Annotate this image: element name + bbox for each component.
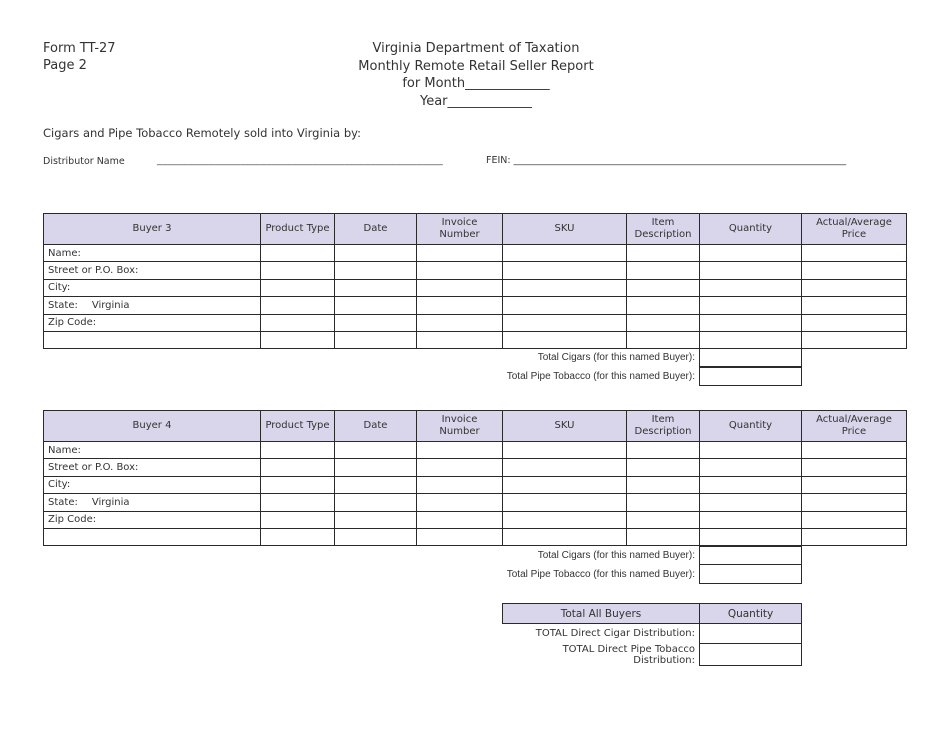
buyer-street-cell[interactable]: Street or P.O. Box: (44, 262, 261, 279)
col-quantity: Quantity (700, 214, 802, 245)
table-row (44, 331, 907, 348)
total-pipe-label: Total Pipe Tobacco (for this named Buyer): (506, 568, 695, 580)
cell[interactable] (627, 476, 700, 493)
header-row (44, 214, 907, 245)
page-number: Page 2 (43, 58, 87, 73)
cell[interactable] (627, 245, 700, 262)
cell[interactable] (503, 262, 627, 279)
fein-label: FEIN: (486, 155, 511, 166)
cell[interactable] (335, 314, 417, 331)
cell[interactable] (335, 494, 417, 511)
table-row (44, 494, 907, 511)
state-value: Virginia (91, 496, 130, 508)
cell[interactable] (503, 494, 627, 511)
blank-cell[interactable] (44, 331, 261, 348)
cell[interactable] (627, 459, 700, 476)
fein-field-row[interactable] (486, 155, 846, 166)
cell[interactable] (417, 511, 503, 528)
state-label: State: (48, 299, 78, 311)
cell[interactable] (417, 331, 503, 348)
cell[interactable] (802, 297, 907, 314)
total-cigars-label: Total Cigars (for this named Buyer): (537, 352, 695, 363)
table-row (44, 279, 907, 296)
col-sku: SKU (503, 214, 627, 245)
cell[interactable] (417, 494, 503, 511)
col-item-description: Item Description (627, 214, 700, 245)
distributor-name-label: Distributor Name (43, 156, 125, 167)
cell[interactable] (700, 331, 802, 348)
cell[interactable] (503, 511, 627, 528)
buyer-zip-cell[interactable]: Zip Code: (44, 511, 261, 528)
cell[interactable] (627, 511, 700, 528)
cell[interactable] (503, 331, 627, 348)
cell[interactable] (503, 459, 627, 476)
cell[interactable] (627, 442, 700, 459)
cell[interactable] (503, 245, 627, 262)
col-item-description: Item Description (627, 411, 700, 442)
header-row (44, 411, 907, 442)
intro-text: Cigars and Pipe Tobacco Remotely sold into Virginia by: (43, 126, 361, 140)
cell[interactable] (802, 331, 907, 348)
cell[interactable] (261, 331, 335, 348)
year-field[interactable]: Year_____________ (419, 93, 533, 109)
cell[interactable] (503, 279, 627, 296)
cell[interactable] (335, 245, 417, 262)
cell[interactable] (503, 442, 627, 459)
cell[interactable] (261, 494, 335, 511)
agency-name: Virginia Department of Taxation (372, 41, 580, 56)
cell[interactable] (417, 262, 503, 279)
total-cigar-distribution-field[interactable] (700, 624, 802, 644)
table-row (44, 262, 907, 279)
form-identifier (43, 40, 116, 74)
cell[interactable] (802, 459, 907, 476)
col-date: Date (335, 214, 417, 245)
table-row (44, 297, 907, 314)
form-title-block (300, 40, 652, 110)
buyer-3-table (43, 213, 907, 349)
cell[interactable] (335, 262, 417, 279)
buyer-3-totals (400, 348, 802, 387)
cell[interactable] (802, 494, 907, 511)
cell[interactable] (700, 511, 802, 528)
total-pipe-field[interactable] (699, 366, 802, 386)
total-cigars-label: Total Cigars (for this named Buyer): (537, 550, 695, 561)
cell[interactable] (802, 476, 907, 493)
total-pipe-field[interactable] (699, 564, 802, 584)
cell[interactable] (417, 245, 503, 262)
col-price: Actual/Average Price (802, 214, 907, 245)
cell[interactable] (700, 245, 802, 262)
summary-row (503, 644, 802, 666)
cell[interactable] (335, 331, 417, 348)
cell[interactable] (417, 279, 503, 296)
total-all-buyers-table (502, 603, 802, 666)
cell[interactable] (261, 279, 335, 296)
cell[interactable] (261, 442, 335, 459)
cell[interactable] (335, 459, 417, 476)
cell[interactable] (335, 297, 417, 314)
cell[interactable] (335, 476, 417, 493)
cell[interactable] (627, 314, 700, 331)
cell[interactable] (417, 459, 503, 476)
cell[interactable] (417, 297, 503, 314)
cell[interactable] (261, 476, 335, 493)
table-row (44, 476, 907, 493)
summary-header-row (503, 604, 802, 624)
total-cigars-field[interactable] (699, 546, 802, 565)
cell[interactable] (700, 494, 802, 511)
cell[interactable] (700, 476, 802, 493)
total-cigars-field[interactable] (699, 348, 802, 367)
cell[interactable] (700, 442, 802, 459)
summary-quantity-header: Quantity (700, 604, 802, 624)
table-row (44, 459, 907, 476)
buyer-zip-cell[interactable]: Zip Code: (44, 314, 261, 331)
col-date: Date (335, 411, 417, 442)
total-pipe-distribution-label: TOTAL Direct Pipe Tobacco Distribution: (562, 643, 695, 666)
cell[interactable] (503, 314, 627, 331)
cell[interactable] (417, 314, 503, 331)
summary-row (503, 624, 802, 644)
blank-cell[interactable] (44, 528, 261, 545)
cell[interactable] (261, 528, 335, 545)
cell[interactable] (417, 442, 503, 459)
state-label: State: (48, 496, 78, 508)
total-cigar-distribution-label: TOTAL Direct Cigar Distribution: (535, 628, 695, 640)
cell[interactable] (335, 528, 417, 545)
summary-title: Total All Buyers (503, 604, 700, 624)
buyer-city-cell[interactable]: City: (44, 476, 261, 493)
cell[interactable] (627, 297, 700, 314)
col-product-type: Product Type (261, 411, 335, 442)
buyer-state-cell[interactable] (44, 297, 261, 314)
cell[interactable] (700, 279, 802, 296)
table-row (44, 442, 907, 459)
buyer-name-cell[interactable]: Name: (44, 442, 261, 459)
month-field[interactable]: for Month_____________ (402, 76, 550, 91)
fein-field[interactable]: ______________________________________________________________________ (513, 155, 847, 166)
total-pipe-label: Total Pipe Tobacco (for this named Buyer): (506, 370, 695, 382)
col-invoice-number: Invoice Number (417, 214, 503, 245)
cell[interactable] (503, 476, 627, 493)
cell[interactable] (627, 262, 700, 279)
cell[interactable] (700, 314, 802, 331)
col-product-type: Product Type (261, 214, 335, 245)
table-row (44, 245, 907, 262)
buyer-name-cell[interactable]: Name: (44, 245, 261, 262)
buyer-state-cell[interactable] (44, 494, 261, 511)
cell[interactable] (417, 528, 503, 545)
cell[interactable] (261, 297, 335, 314)
cell[interactable] (700, 459, 802, 476)
cell[interactable] (503, 528, 627, 545)
cell[interactable] (261, 262, 335, 279)
cell[interactable] (802, 528, 907, 545)
table-row (44, 528, 907, 545)
cell[interactable] (802, 314, 907, 331)
cell[interactable] (802, 245, 907, 262)
cell[interactable] (700, 528, 802, 545)
cell[interactable] (700, 297, 802, 314)
table-row (44, 314, 907, 331)
cell[interactable] (627, 494, 700, 511)
buyer-4-table (43, 410, 907, 546)
col-sku: SKU (503, 411, 627, 442)
cell[interactable] (335, 279, 417, 296)
buyer-street-cell[interactable]: Street or P.O. Box: (44, 459, 261, 476)
cell[interactable] (261, 245, 335, 262)
cell[interactable] (261, 459, 335, 476)
state-value: Virginia (91, 299, 130, 311)
report-title: Monthly Remote Retail Seller Report (358, 58, 594, 74)
cell[interactable] (802, 279, 907, 296)
cell[interactable] (802, 511, 907, 528)
buyer-title: Buyer 3 (44, 214, 261, 245)
col-quantity: Quantity (700, 411, 802, 442)
table-row (44, 511, 907, 528)
distributor-name-field[interactable]: _______________________________________________________ (157, 155, 443, 166)
cell[interactable] (261, 314, 335, 331)
buyer-city-cell[interactable]: City: (44, 279, 261, 296)
cell[interactable] (802, 262, 907, 279)
buyer-title: Buyer 4 (44, 411, 261, 442)
col-price: Actual/Average Price (802, 411, 907, 442)
cell[interactable] (503, 297, 627, 314)
cell[interactable] (627, 331, 700, 348)
cell[interactable] (802, 442, 907, 459)
cell[interactable] (627, 279, 700, 296)
cell[interactable] (700, 262, 802, 279)
col-invoice-number: Invoice Number (417, 411, 503, 442)
cell[interactable] (627, 528, 700, 545)
form-id: Form TT-27 (43, 41, 116, 56)
cell[interactable] (335, 442, 417, 459)
buyer-4-totals (400, 546, 802, 584)
total-pipe-distribution-field[interactable] (700, 644, 802, 666)
cell[interactable] (261, 511, 335, 528)
cell[interactable] (335, 511, 417, 528)
cell[interactable] (417, 476, 503, 493)
